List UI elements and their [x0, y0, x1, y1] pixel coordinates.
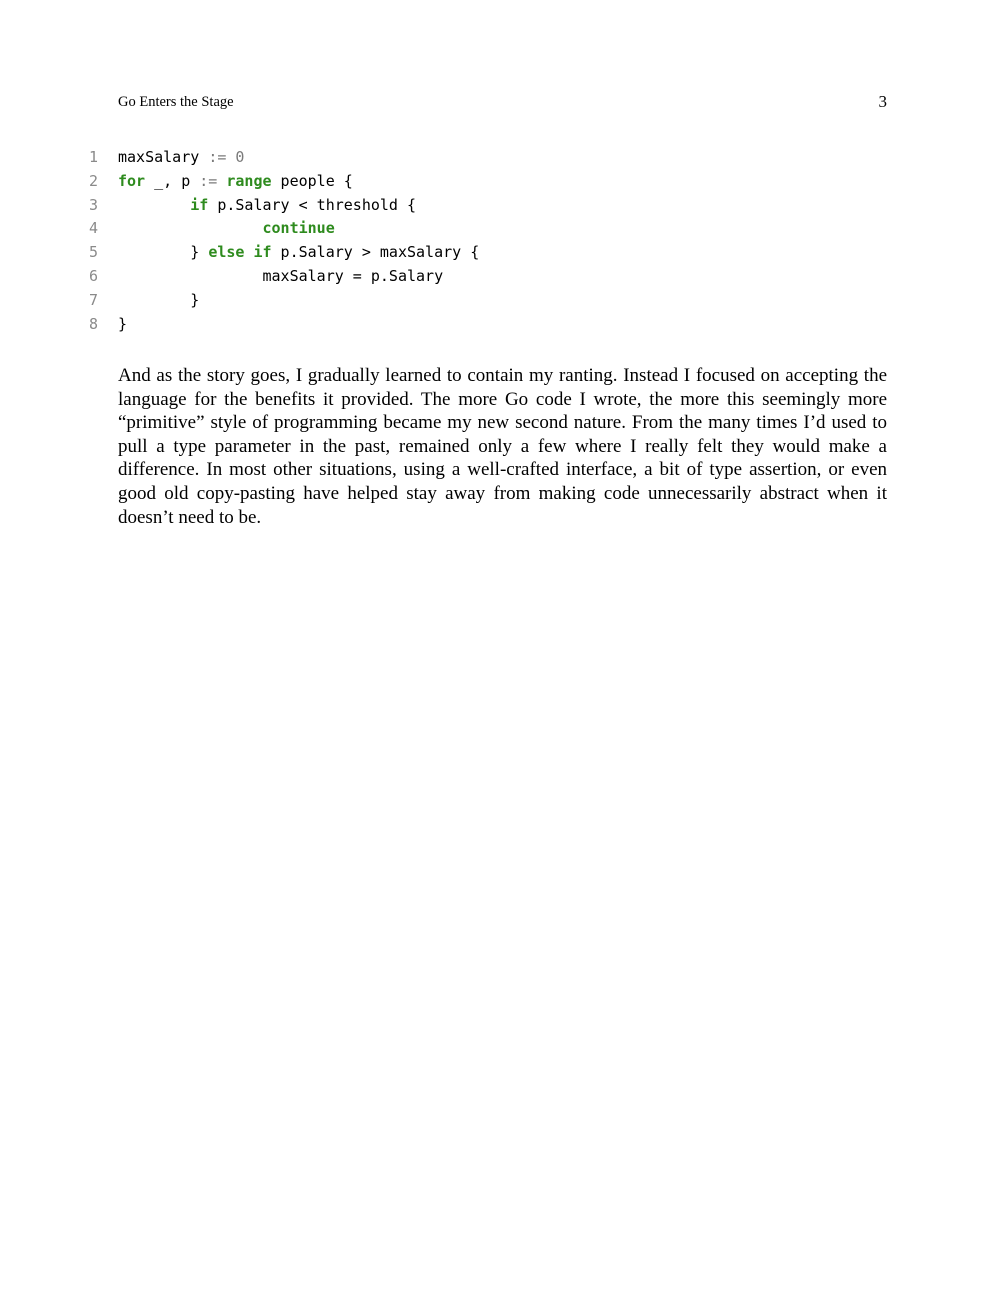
code-token: _, p	[145, 171, 200, 190]
code-line	[70, 170, 890, 194]
code-content	[118, 313, 127, 337]
code-line	[70, 217, 890, 241]
line-number: 3	[88, 195, 98, 214]
running-title: Go Enters the Stage	[118, 94, 234, 110]
code-token: maxSalary	[118, 148, 209, 166]
code-content	[118, 146, 244, 170]
code-token: p.Salary > maxSalary {	[271, 243, 480, 262]
code-token: maxSalary = p.Salary	[118, 266, 444, 285]
code-keyword: if	[190, 195, 209, 214]
code-token: }	[118, 314, 128, 333]
code-token: people {	[271, 171, 353, 190]
code-listing	[70, 146, 890, 336]
code-token: :=	[199, 171, 218, 190]
running-header	[118, 92, 887, 116]
code-line	[70, 194, 890, 218]
code-keyword: if	[253, 243, 272, 262]
code-keyword: else	[208, 243, 245, 262]
code-token: :=	[208, 148, 227, 166]
line-number: 6	[88, 266, 98, 285]
code-content	[118, 289, 199, 313]
line-number: 4	[88, 219, 98, 238]
code-token: }	[118, 243, 209, 262]
code-token: 0	[235, 148, 245, 166]
code-token: p.Salary < threshold {	[208, 195, 417, 214]
line-number: 7	[88, 290, 98, 309]
code-keyword: range	[226, 171, 272, 190]
line-number: 8	[88, 314, 98, 333]
line-number: 2	[88, 171, 98, 190]
code-token	[118, 196, 190, 214]
code-token: }	[118, 290, 200, 309]
code-content	[118, 194, 416, 218]
code-content	[118, 241, 479, 265]
code-content	[118, 217, 335, 241]
code-content	[118, 265, 443, 289]
page-number: 3	[878, 92, 887, 111]
code-keyword: for	[118, 171, 146, 190]
code-keyword: continue	[262, 219, 335, 238]
code-line	[70, 241, 890, 265]
code-line	[70, 289, 890, 313]
code-line	[70, 265, 890, 289]
code-content	[118, 170, 353, 194]
line-number: 5	[88, 243, 98, 262]
code-line	[70, 146, 890, 170]
code-token	[118, 219, 263, 237]
body-paragraph: And as the story goes, I gradually learned to contain my ranting. Instead I focused on accepting the language for the benefits it provided. The more Go code I wrote, the more this seemingly more “primitive” style of programming became my new second nature. From the many times I’d used to pull a type parameter in the past, remained only a few where I really felt they would make a difference. In most other situations, using a well-crafted interface, a bit of type assertion, or even good old copy-pasting have helped stay away from making code unnecessarily abstract when it doesn’t need to be.	[118, 365, 887, 528]
code-line	[70, 313, 890, 337]
line-number: 1	[88, 148, 98, 166]
